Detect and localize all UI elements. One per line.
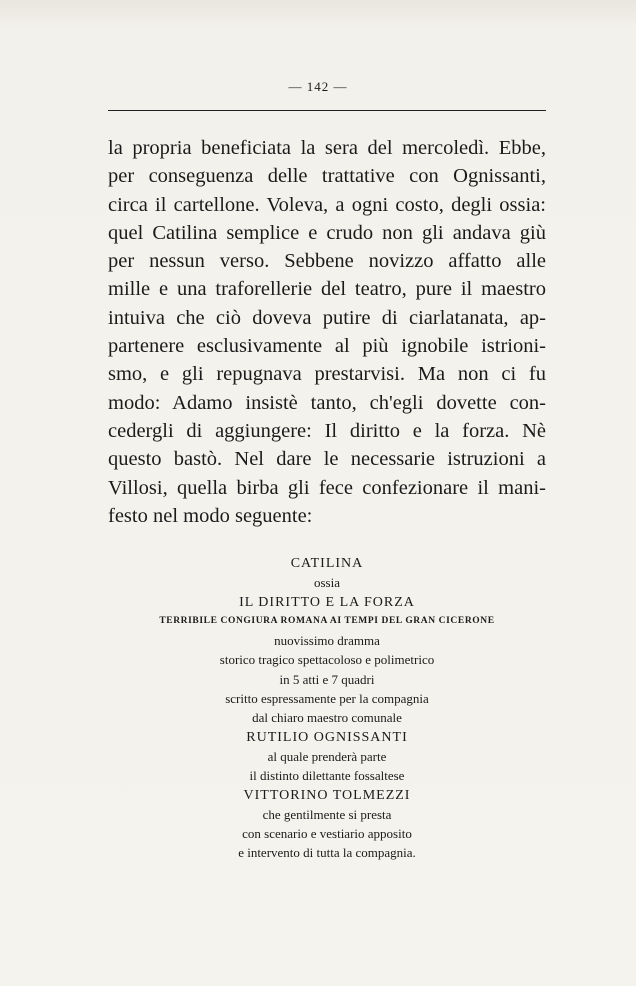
- header-rule: [108, 110, 546, 111]
- playbill-line: che gentilmente si presta: [262, 806, 392, 822]
- text-line: per conseguenza delle trattative con Ognissanti,: [108, 165, 546, 188]
- playbill-ossia: ossia: [314, 575, 340, 591]
- playbill-line: storico tragico spettacoloso e polimetrico: [219, 652, 435, 668]
- playbill-composer: RUTILIO OGNISSANTI: [246, 729, 408, 745]
- text-line: Villosi, quella birba gli fece confezionare il mani-: [108, 476, 546, 499]
- playbill-title: CATILINA: [290, 556, 364, 571]
- playbill-actor: VITTORINO TOLMEZZI: [243, 787, 411, 803]
- playbill-line: il distinto dilettante fossaltese: [249, 768, 405, 784]
- text-line: modo: Adamo insistè tanto, ch'egli dovette con-: [108, 391, 546, 414]
- playbill-line: nuovissimo dramma: [274, 633, 380, 649]
- text-line: questo bastò. Nel dare le necessarie istruzioni a: [108, 448, 546, 471]
- text-line: smo, e gli repugnava prestarvisi. Ma non ci fu: [108, 363, 546, 386]
- text-line: per nessun verso. Sebbene novizzo affatto alle: [108, 250, 546, 273]
- text-line: partenere esclusivamente al più ignobile istrioni-: [108, 335, 546, 358]
- playbill: [108, 554, 546, 863]
- text-line: intuiva che ciò doveva putire di ciarlatanata, ap-: [108, 306, 546, 329]
- playbill-line: in 5 atti e 7 quadri: [279, 671, 375, 687]
- body-text: [108, 134, 546, 530]
- text-line: quel Catilina semplice e crudo non gli andava giù: [108, 221, 546, 244]
- text-line: circa il cartellone. Voleva, a ogni costo, degli ossia:: [108, 193, 546, 216]
- playbill-line: al quale prenderà parte: [267, 748, 387, 764]
- text-line: cedergli di aggiungere: Il diritto e la forza. Nè: [108, 419, 546, 442]
- playbill-line: con scenario e vestiario apposito: [242, 826, 412, 842]
- playbill-line: e intervento di tutta la compagnia.: [238, 845, 416, 861]
- page-number: — 142 —: [288, 79, 348, 94]
- text-line: la propria beneficiata la sera del mercoledì. Ebbe,: [108, 137, 546, 159]
- playbill-line: scritto espressamente per la compagnia: [225, 691, 429, 707]
- playbill-tagline: TERRIBILE CONGIURA ROMANA AI TEMPI DEL GRAN CICERONE: [159, 615, 495, 626]
- playbill-subtitle: IL DIRITTO E LA FORZA: [239, 594, 415, 610]
- playbill-line: dal chiaro maestro comunale: [252, 710, 402, 726]
- text-line: mille e una traforellerie del teatro, pure il maestro: [108, 278, 546, 301]
- text-line: festo nel modo seguente:: [108, 504, 313, 527]
